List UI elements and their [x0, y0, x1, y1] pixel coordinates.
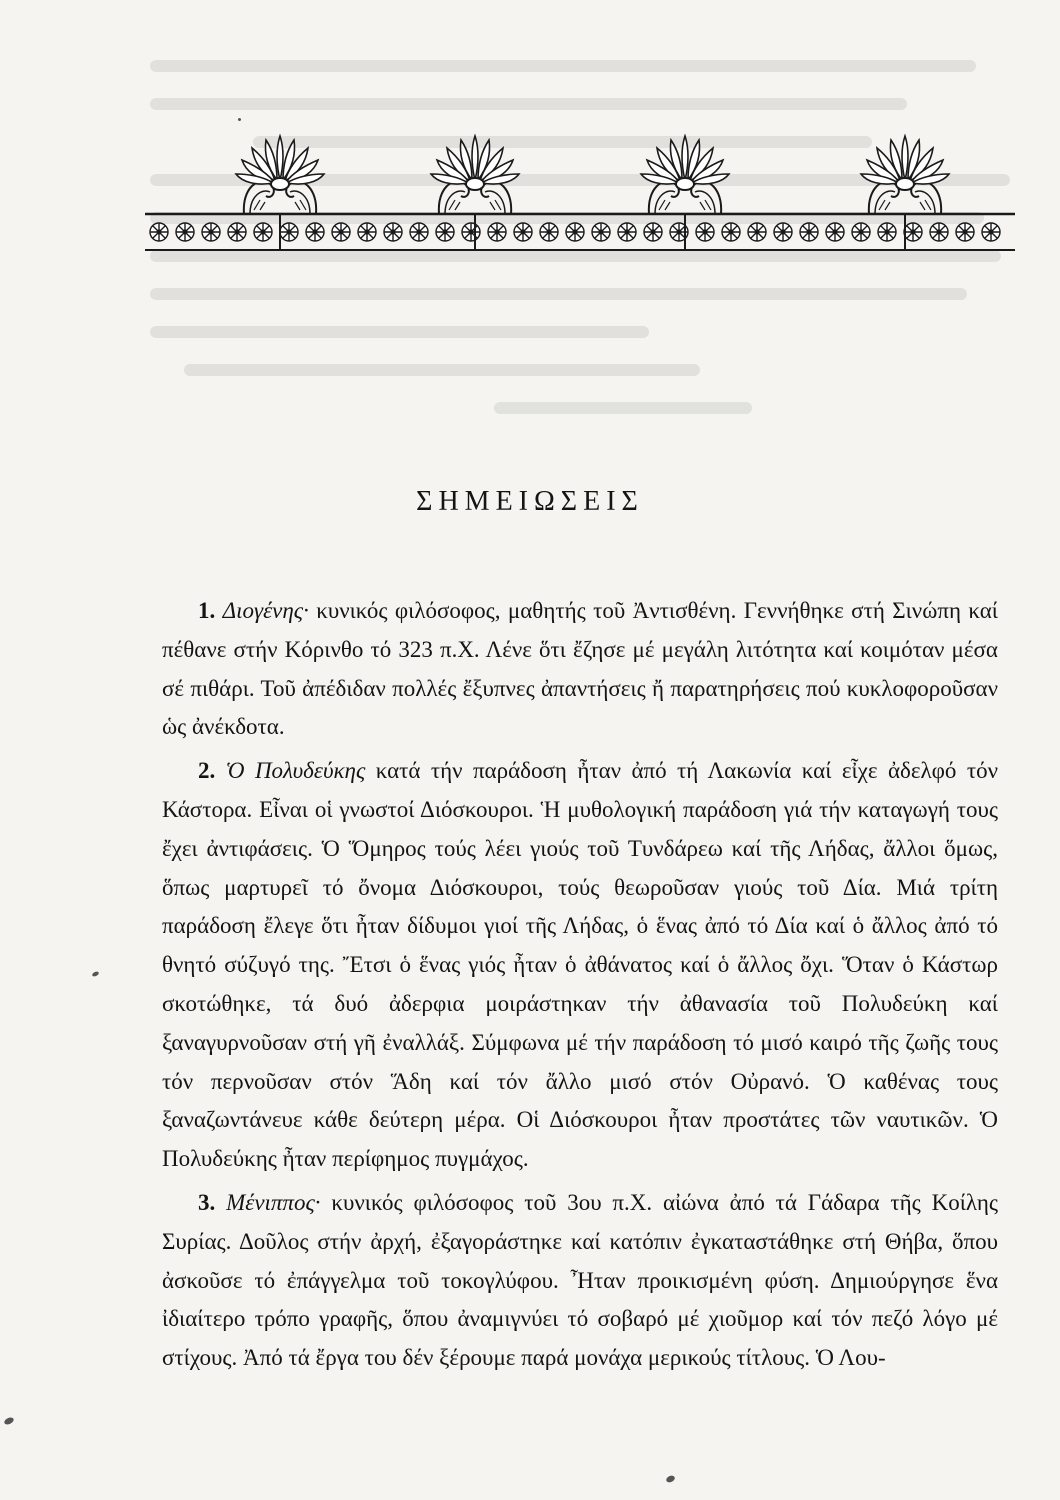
- note-number: 1.: [198, 598, 216, 623]
- note-number: 2.: [198, 758, 216, 784]
- show-through-text: [150, 60, 1010, 480]
- ink-speck: [3, 1416, 15, 1426]
- note-item: [162, 1184, 998, 1378]
- note-term: Ὁ Πολυδεύκης: [225, 758, 366, 784]
- note-text: κυνικός φιλόσοφος, μαθητής τοῦ Ἀντισθένη. Γεννήθηκε στή Σινώπη καί πέθανε στήν Κόρινθο τό 323 π.Χ. Λένε ὅτι ἔζησε μέ μεγάλη λιτότητα καί κοιμόταν μέσα σέ πιθάρι. Τοῦ ἀπέδιδαν πολλές ἔξυπνες ἀπαντήσεις ἤ παρατηρήσεις πού κυκλοφοροῦσαν ὡς ἀνέκδοτα.: [162, 598, 998, 740]
- note-term: Διογένης·: [222, 598, 309, 623]
- page-title: ΣΗΜΕΙΩΣΕΙΣ: [416, 486, 644, 517]
- note-text: κυνικός φιλόσοφος τοῦ 3ου π.Χ. αἰώνα ἀπό τά Γάδαρα τῆς Κοίλης Συρίας. Δοῦλος στήν ἀρχή, ἐξαγοράστηκε καί κατόπιν ἐγκαταστάθηκε στή Θήβα, ὅπου ἀσκοῦσε τό ἐπάγγελμα τοῦ τοκογλύφου. Ἦταν προικισμένη φύση. Δημιούργησε ἕνα ἰδιαίτερο τρόπο γραφῆς, ὅπου ἀναμιγνύει τό σοβαρό μέ χιοῦμορ καί τόν πεζό λόγο μέ στίχους. Ἀπό τά ἔργα του δέν ξέρουμε παρά μονάχα μερικούς τίτλους. Ὁ Λου-: [162, 1189, 998, 1371]
- notes-list: [162, 592, 998, 1383]
- note-item: [162, 592, 998, 747]
- ink-speck: [91, 971, 99, 978]
- note-term: Μένιππος·: [226, 1189, 321, 1215]
- note-item: [162, 752, 998, 1179]
- ink-speck: [238, 118, 242, 122]
- ink-speck: [665, 1474, 676, 1483]
- note-number: 3.: [198, 1189, 216, 1215]
- anthemion-rosette-frieze-icon: [145, 130, 1015, 260]
- note-text: κατά τήν παράδοση ἦταν ἀπό τή Λακωνία καί εἶχε ἀδελφό τόν Κάστορα. Εἶναι οἱ γνωστοί Διόσκουροι. Ἡ μυθολογική παράδοση γιά τήν καταγωγή τους ἔχει ἀντιφάσεις. Ὁ Ὅμηρος τούς λέει γιούς τοῦ Τυνδάρεω καί τῆς Λήδας, ἄλλοι ὅμως, ὅπως μαρτυρεῖ τό ὄνομα Διόσκουροι, τούς θεωροῦσαν γιούς τοῦ Δία. Μιά τρίτη παράδοση ἔλεγε ὅτι ἦταν δίδυμοι γιοί τῆς Λήδας, ὁ ἕνας ἀπό τό Δία καί ὁ ἄλλος ἀπό τό θνητό σύζυγό της. Ἔτσι ὁ ἕνας γιός ἦταν ὁ ἀθάνατος καί ὁ ἄλλος ὄχι. Ὅταν ὁ Κάστωρ σκοτώθηκε, τά δυό ἀδερφια μοιράστηκαν τήν ἀθανασία τοῦ Πολυδεύκη καί ξαναγυρνοῦσαν στή γῆ ἐναλλάξ. Σύμφωνα μέ τήν παράδοση τό μισό καιρό τῆς ζωῆς τους τόν περνοῦσαν στόν Ἅδη καί τόν ἄλλο μισό στόν Οὐρανό. Ὁ καθένας τους ξαναζωντάνευε κάθε δεύτερη μέρα. Οἱ Διόσκουροι ἦταν προστάτες τῶν ναυτικῶν. Ὁ Πολυδεύκης ἦταν περίφημος πυγμάχος.: [162, 758, 998, 1172]
